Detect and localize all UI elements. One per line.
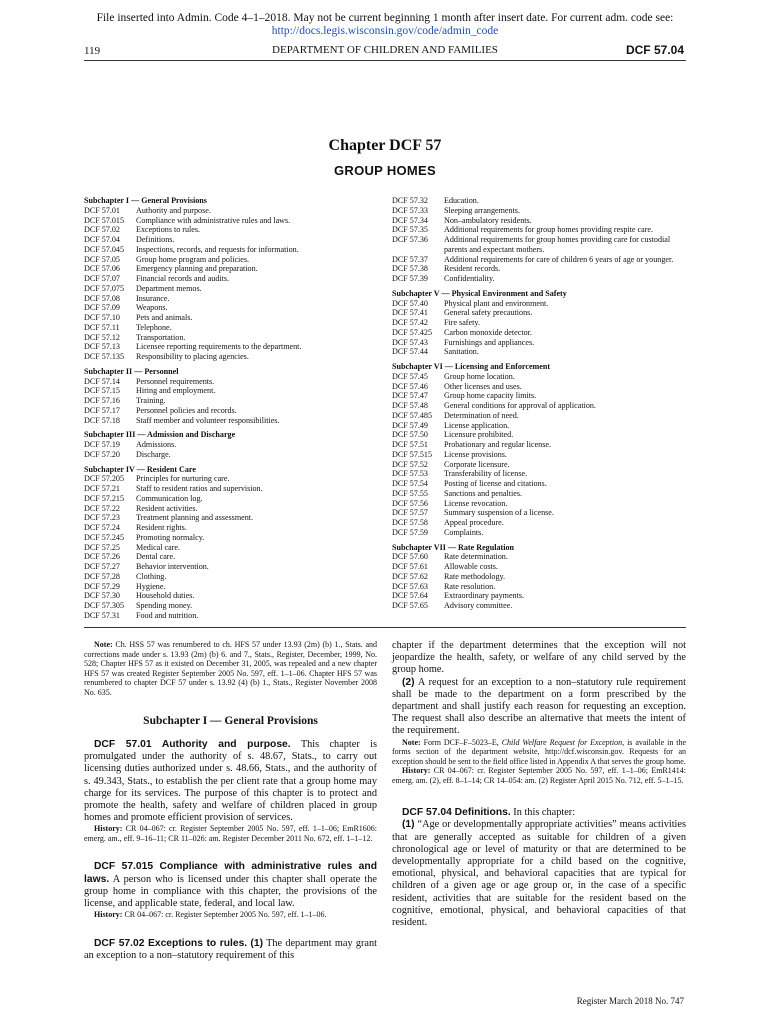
toc-entry (84, 450, 376, 460)
toc-section-number: DCF 57.37 (392, 254, 428, 264)
toc-section-title: Emergency planning and preparation. (136, 264, 258, 274)
toc-section-title: Determination of need. (444, 410, 519, 420)
toc-entry (392, 582, 692, 592)
toc-section-number: DCF 57.19 (84, 440, 120, 449)
note-text: Form DCF–F–5023–E, (423, 737, 499, 747)
toc-section-title: Licensure prohibited. (444, 430, 514, 440)
toc-entry (84, 323, 376, 333)
toc-entry (392, 274, 692, 284)
top-banner (0, 12, 770, 38)
toc-section-number: DCF 57.32 (392, 196, 428, 205)
toc-section-title: Hygiene. (136, 581, 166, 591)
toc-section-number: DCF 57.54 (392, 479, 428, 488)
toc-entry (84, 225, 376, 235)
toc-section-number: DCF 57.44 (392, 347, 428, 357)
toc-section-number: DCF 57.20 (84, 449, 120, 459)
section-57-01 (84, 739, 377, 824)
toc-entry (392, 440, 692, 450)
toc-entry (392, 601, 692, 611)
toc-section-title: License revocation. (444, 498, 508, 508)
toc-section-title: Department memos. (136, 283, 202, 293)
toc-section-title: Fire safety. (444, 318, 480, 327)
section-heading: DCF 57.015 Compliance with administrative rules and laws. (84, 861, 377, 885)
toc-section-title: Transferability of license. (444, 469, 528, 479)
toc-section-number: DCF 57.28 (84, 571, 120, 581)
note-text-2: is available in the forms section of the department website, http://dcf.wisconsin.gov. Requests for an exception should be sent to the field office listed in Appendix A that serves the group home. (392, 737, 687, 766)
toc-section-number: DCF 57.33 (392, 205, 428, 215)
toc-entry (392, 572, 692, 582)
toc-entry (392, 508, 692, 518)
toc-entry (392, 382, 692, 392)
toc-section-number: DCF 57.05 (84, 254, 120, 264)
page-number: 119 (84, 45, 101, 57)
toc-section-number: DCF 57.485 (392, 410, 433, 420)
toc-entry (84, 513, 376, 523)
chapter-subtitle: GROUP HOMES (333, 163, 437, 178)
toc-section-title: Sanctions and penalties. (444, 488, 522, 498)
toc-entry (392, 430, 692, 440)
toc-entry (392, 450, 692, 460)
toc-entry (392, 196, 692, 206)
toc-entry (392, 562, 692, 572)
toc-section-title: Summary suspension of a license. (444, 508, 554, 518)
toc-section-number: DCF 57.31 (84, 610, 120, 620)
toc-entry (84, 274, 376, 284)
toc-section-number: DCF 57.34 (392, 215, 428, 225)
toc-section-number: DCF 57.06 (84, 264, 120, 274)
toc-subchapter-heading: Subchapter IV — Resident Care (84, 464, 196, 474)
toc-section-title: Carbon monoxide detector. (444, 327, 532, 337)
toc-section-number: DCF 57.10 (84, 313, 120, 322)
toc-section-number: DCF 57.17 (84, 405, 120, 415)
toc-entry (84, 416, 376, 426)
toc-section-title: Resident rights. (136, 523, 187, 532)
toc-section-number: DCF 57.59 (392, 527, 428, 537)
toc-entry (392, 225, 692, 235)
toc-section-number: DCF 57.61 (392, 562, 428, 571)
toc-section-number: DCF 57.47 (392, 391, 428, 401)
toc-section-number: DCF 57.24 (84, 523, 120, 532)
toc-section-title: Definitions. (136, 235, 175, 244)
toc-section-number: DCF 57.12 (84, 332, 120, 342)
toc-section-number: DCF 57.36 (392, 235, 428, 244)
toc-section-number: DCF 57.08 (84, 293, 120, 303)
note-text: Ch. HSS 57 was renumbered to ch. HFS 57 under 13.93 (2m) (b) 1., Stats. and corrections made under s. 13.93 (2m) (b) 6. and 7., Stats., Register, December, 1999, No. 528; Chapter HFS 57 as it existed on December 31, 2005, was repealed and a new chapter HFS 57 was created Register September 2005 No. 597, eff. 1–1–06. Chapter HFS 57 was renumbered to chapter DCF 57 under s. 13.92 (4) (b) 1., Stats., Register November 2008 No. 635. (84, 640, 378, 697)
subsection-text: A request for an exception to a non–statutory rule requirement shall be made to the department on a form prescribed by the department and shall justify each reason for requesting an exception. The request shall also describe an alternative that meets the intent of the requirement. (392, 676, 686, 737)
toc-entry (392, 479, 692, 489)
toc-section-title: Corporate licensure. (444, 459, 510, 469)
toc-entry (84, 484, 376, 494)
toc-section-title: Allowable costs. (444, 562, 498, 571)
toc-section-number: DCF 57.57 (392, 508, 428, 518)
toc-section-title: Treatment planning and assessment. (136, 513, 254, 523)
toc-entry (84, 352, 376, 362)
toc-section-title: Sleeping arrangements. (444, 205, 520, 215)
toc-right (392, 196, 692, 611)
toc-section-number: DCF 57.48 (392, 401, 428, 410)
toc-entry (392, 421, 692, 431)
toc-entry (392, 411, 692, 421)
toc-subchapter-heading: Subchapter III — Admission and Discharge (84, 430, 236, 440)
toc-entry (392, 328, 692, 338)
note-label: Note: (94, 640, 113, 649)
section-text: A person who is licensed under this chapter shall operate the group home in compliance with this chapter, the provisions of the license, and applicable state, federal, and local law. (84, 873, 378, 910)
toc-section-number: DCF 57.04 (84, 235, 120, 244)
toc-section-title: Non–ambulatory residents. (444, 215, 532, 225)
toc-section-title: Personnel policies and records. (136, 405, 237, 415)
toc-entry (392, 489, 692, 499)
toc-section-title: Pets and animals. (136, 313, 193, 322)
note-label: Note: (402, 737, 421, 747)
subsection-number: (1) (250, 937, 264, 949)
toc-entry (392, 499, 692, 509)
definition-text: “Age or developmentally appropriate activities” means activities that are generally accepted as suitable for children of a given chronological age or level of maturity or that are determined to be developmentally appropriate for a child based on the cognitive, emotional, physical, and behavioral capacities that are typical for children of a given age or age group or, in the case of a specific resident, activities that are suitable for the resident based on the cognitive, emotional, physical, and behavioral capacities of that resident. (392, 819, 686, 928)
toc-rule (84, 627, 686, 628)
toc-subchapter-heading: Subchapter VI — Licensing and Enforcement (392, 362, 551, 371)
toc-section-number: DCF 57.045 (84, 244, 125, 254)
history-text: CR 04–067: cr. Register September 2005 No. 597, eff. 1–1–06. (124, 910, 327, 920)
toc-section-number: DCF 57.16 (84, 396, 120, 405)
section-heading: DCF 57.02 Exceptions to rules. (94, 937, 248, 949)
toc-section-number: DCF 57.205 (84, 474, 125, 484)
toc-section-title: Group home location. (444, 371, 515, 381)
section-text: The department may grant an exception to a non–statutory requirement of this (84, 937, 378, 961)
toc-entry (392, 308, 692, 318)
toc-entry (84, 313, 376, 323)
toc-section-number: DCF 57.45 (392, 371, 428, 381)
toc-section-number: DCF 57.01 (84, 205, 120, 215)
toc-entry (84, 440, 376, 450)
toc-section-title: Insurance. (136, 293, 170, 303)
toc-entry (392, 347, 692, 357)
toc-entry (84, 552, 376, 562)
toc-section-title: Staff to resident ratios and supervision. (136, 484, 263, 493)
toc-section-number: DCF 57.075 (84, 283, 125, 293)
toc-section-number: DCF 57.02 (84, 225, 120, 235)
toc-entry (84, 572, 376, 582)
toc-entry (84, 396, 376, 406)
section-code: DCF 57.04 (625, 43, 684, 57)
toc-entry (392, 591, 692, 601)
history-57-02 (392, 766, 686, 785)
toc-entry (84, 377, 376, 387)
toc-section-number: DCF 57.35 (392, 225, 428, 235)
toc-section-number: DCF 57.30 (84, 591, 120, 601)
toc-section-title: Clothing. (136, 571, 167, 581)
toc-section-title: Sanitation. (444, 347, 479, 357)
toc-section-title: Household duties. (136, 591, 195, 601)
toc-entry (84, 406, 376, 416)
history-57-01 (84, 824, 377, 843)
toc-section-number: DCF 57.515 (392, 449, 433, 459)
right-column (392, 640, 686, 929)
toc-entry (392, 391, 692, 401)
chapter-title: Chapter DCF 57 (328, 137, 442, 154)
toc-section-title: Inspections, records, and requests for information. (136, 244, 299, 254)
toc-section-number: DCF 57.27 (84, 562, 120, 571)
toc-section-title: Promoting normalcy. (136, 532, 205, 542)
toc-section-number: DCF 57.29 (84, 581, 120, 591)
toc-section-title: Appeal procedure. (444, 518, 504, 527)
history-text: CR 04–067: cr. Register September 2005 No. 597, eff. 1–1–06; EmR1606: emerg. am., eff. 9–16–11; CR 11–026: am. Register December 2011 No. 672, eff. 1–1–12. (84, 824, 378, 843)
toc-section-title: Advisory committee. (444, 601, 513, 610)
toc-section-title: General safety precautions. (444, 308, 533, 318)
toc-section-title: Admissions. (136, 440, 177, 449)
toc-entry (392, 372, 692, 382)
history-label: History: (94, 824, 123, 834)
toc-section-title: Rate methodology. (444, 571, 506, 581)
toc-entry (392, 235, 692, 255)
toc-entry (84, 342, 376, 352)
toc-entry (392, 216, 692, 226)
toc-section-title: Staff member and volunteer responsibilities. (136, 415, 280, 425)
section-text: This chapter is promulgated under the authority of s. 48.67, Stats., to carry out licensing duties authorized under s. 48.66, Stats., and the authority of s. 49.343, Stats., to establish the per client rate that a group home may charge for its services. The purpose of this chapter is to protect and promote the health, safety and welfare of children placed in group homes and promote efficient provision of services. (84, 739, 378, 824)
section-57-02 (84, 938, 377, 962)
toc-entry (392, 469, 692, 479)
toc-section-title: License provisions. (444, 449, 507, 459)
toc-entry (84, 294, 376, 304)
toc-section-number: DCF 57.55 (392, 488, 428, 498)
toc-entry (84, 523, 376, 533)
toc-entry (84, 333, 376, 343)
toc-entry (84, 245, 376, 255)
definition-number: (1) (402, 819, 415, 831)
toc-section-number: DCF 57.56 (392, 498, 428, 508)
left-column (84, 640, 377, 962)
toc-section-title: Additional requirements for group homes providing care for custodial parents and expectant mothers. (444, 235, 671, 254)
toc-left (84, 196, 376, 621)
toc-section-number: DCF 57.135 (84, 352, 125, 361)
section-57-04 (392, 807, 686, 819)
toc-section-number: DCF 57.22 (84, 503, 120, 513)
toc-entry (84, 533, 376, 543)
history-text: CR 04–067: cr. Register September 2005 No. 597, eff. 1–1–06; EmR1414: emerg. am. (2), eff. 8–1–14; CR 14–054: am. (2) Register April 2015 No. 712, eff. 5–1–15. (392, 766, 686, 785)
section-heading: DCF 57.01 Authority and purpose. (94, 739, 291, 750)
banner-link[interactable]: http://docs.legis.wisconsin.gov/code/admin_code (271, 25, 499, 37)
toc-entry (84, 386, 376, 396)
toc-section-title: Hiring and employment. (136, 386, 216, 396)
toc-section-title: Education. (444, 196, 479, 205)
toc-entry (84, 504, 376, 514)
form-title: Child Welfare Request for Exception, (501, 737, 625, 747)
toc-subchapter-heading: Subchapter VII — Rate Regulation (392, 542, 515, 552)
toc-section-number: DCF 57.41 (392, 308, 428, 318)
toc-section-title: Exceptions to rules. (136, 225, 201, 235)
toc-section-title: Transportation. (136, 332, 186, 342)
toc-entry (84, 303, 376, 313)
definition-1 (392, 819, 686, 929)
toc-entry (392, 318, 692, 328)
toc-section-title: Rate determination. (444, 552, 508, 562)
toc-entry (84, 216, 376, 226)
toc-entry (84, 264, 376, 274)
toc-section-number: DCF 57.38 (392, 264, 428, 274)
footer-register: Register March 2018 No. 747 (576, 996, 684, 1006)
toc-section-number: DCF 57.43 (392, 337, 428, 347)
toc-section-title: Responsibility to placing agencies. (136, 352, 249, 361)
toc-section-title: Telephone. (136, 322, 172, 332)
toc-section-number: DCF 57.49 (392, 420, 428, 430)
toc-section-title: Resident records. (444, 264, 501, 274)
toc-section-title: License application. (444, 420, 510, 430)
toc-entry (392, 255, 692, 265)
toc-section-number: DCF 57.46 (392, 381, 428, 391)
toc-section-title: Additional requirements for care of children 6 years of age or younger. (444, 254, 674, 264)
toc-section-number: DCF 57.18 (84, 415, 120, 425)
toc-section-number: DCF 57.09 (84, 303, 120, 313)
toc-section-number: DCF 57.425 (392, 327, 433, 337)
toc-entry (84, 284, 376, 294)
toc-section-number: DCF 57.07 (84, 274, 120, 283)
section-intro: In this chapter: (513, 807, 576, 819)
toc-section-number: DCF 57.64 (392, 591, 428, 601)
toc-section-title: Behavior intervention. (136, 562, 209, 571)
toc-section-number: DCF 57.63 (392, 581, 428, 591)
toc-section-title: Authority and purpose. (136, 205, 211, 215)
toc-section-number: DCF 57.25 (84, 542, 120, 552)
toc-entry (84, 255, 376, 265)
toc-section-title: Licensee reporting requirements to the department. (136, 342, 302, 352)
toc-entry (84, 611, 376, 621)
toc-section-title: Posting of license and citations. (444, 479, 547, 488)
toc-entry (392, 552, 692, 562)
toc-section-title: Medical care. (136, 542, 181, 552)
toc-section-number: DCF 57.39 (392, 274, 428, 283)
subsection-number: (2) (402, 676, 415, 688)
toc-section-title: Extraordinary payments. (444, 591, 525, 601)
toc-entry (392, 528, 692, 538)
toc-section-title: Confidentiality. (444, 274, 495, 283)
toc-section-number: DCF 57.50 (392, 430, 428, 440)
toc-section-title: General conditions for approval of application. (444, 401, 596, 410)
toc-section-title: Additional requirements for group homes providing respite care. (444, 225, 654, 235)
toc-entry (84, 591, 376, 601)
toc-section-title: Training. (136, 396, 166, 405)
toc-section-title: Discharge. (136, 449, 171, 459)
toc-section-title: Financial records and audits. (136, 274, 230, 283)
toc-section-number: DCF 57.11 (84, 322, 120, 332)
toc-section-title: Compliance with administrative rules and laws. (136, 215, 291, 225)
toc-entry (392, 401, 692, 411)
toc-entry (84, 206, 376, 216)
toc-entry (392, 264, 692, 274)
toc-section-number: DCF 57.58 (392, 518, 428, 527)
toc-entry (84, 562, 376, 572)
toc-section-number: DCF 57.53 (392, 469, 428, 479)
toc-section-title: Group home program and policies. (136, 254, 250, 264)
toc-entry (392, 460, 692, 470)
toc-section-title: Personnel requirements. (136, 376, 215, 386)
subsection-2 (392, 677, 686, 738)
toc-section-title: Other licenses and uses. (444, 381, 522, 391)
section-heading: DCF 57.04 Definitions. (402, 807, 511, 819)
toc-section-title: Dental care. (136, 552, 176, 562)
toc-section-number: DCF 57.62 (392, 571, 428, 581)
toc-section-number: DCF 57.245 (84, 532, 125, 542)
toc-section-title: Physical plant and environment. (444, 298, 549, 308)
toc-section-number: DCF 57.65 (392, 601, 428, 610)
toc-subchapter-heading: Subchapter I — General Provisions (84, 196, 207, 205)
toc-entry (84, 474, 376, 484)
toc-section-number: DCF 57.26 (84, 552, 120, 562)
toc-entry (84, 582, 376, 592)
toc-section-number: DCF 57.40 (392, 298, 428, 308)
history-label: History: (402, 766, 431, 776)
toc-section-number: DCF 57.15 (84, 386, 120, 396)
toc-section-number: DCF 57.52 (392, 459, 428, 469)
subchapter-heading: Subchapter I — General Provisions (143, 715, 318, 727)
form-note (392, 738, 686, 767)
toc-section-number: DCF 57.215 (84, 493, 125, 503)
toc-section-title: Resident activities. (136, 503, 198, 513)
section-57-015 (84, 861, 377, 910)
toc-section-number: DCF 57.42 (392, 318, 428, 327)
continued-text: chapter if the department determines that the exception will not jeopardize the health, safety, or welfare of any child served by the group home. (392, 640, 686, 676)
header-rule (84, 60, 686, 61)
toc-entry (392, 206, 692, 216)
toc-section-number: DCF 57.21 (84, 484, 120, 493)
toc-section-title: Communication log. (136, 493, 203, 503)
toc-entry (84, 235, 376, 245)
toc-section-title: Weapons. (136, 303, 168, 313)
toc-section-title: Principles for nurturing care. (136, 474, 230, 484)
toc-section-title: Spending money. (136, 601, 193, 610)
toc-section-title: Rate resolution. (444, 581, 496, 591)
toc-section-title: Food and nutrition. (136, 610, 199, 620)
toc-entry (84, 601, 376, 611)
toc-section-number: DCF 57.23 (84, 513, 120, 523)
toc-section-title: Probationary and regular license. (444, 440, 551, 449)
running-head: DEPARTMENT OF CHILDREN AND FAMILIES (272, 44, 498, 56)
toc-section-number: DCF 57.14 (84, 376, 120, 386)
toc-section-number: DCF 57.51 (392, 440, 428, 449)
toc-entry (84, 494, 376, 504)
toc-section-title: Furnishings and appliances. (444, 337, 535, 347)
toc-subchapter-heading: Subchapter V — Physical Environment and Safety (392, 288, 567, 298)
toc-section-title: Complaints. (444, 527, 484, 537)
history-label: History: (94, 910, 123, 920)
history-57-015 (84, 910, 377, 920)
toc-section-number: DCF 57.305 (84, 601, 125, 610)
toc-section-number: DCF 57.13 (84, 342, 120, 352)
toc-section-number: DCF 57.015 (84, 215, 125, 225)
toc-section-title: Group home capacity limits. (444, 391, 537, 401)
banner-notice: File inserted into Admin. Code 4–1–2018. May not be current beginning 1 month after insert date. For current adm. code see: (96, 12, 674, 24)
toc-entry (84, 543, 376, 553)
chapter-note (84, 640, 377, 697)
toc-section-number: DCF 57.60 (392, 552, 428, 562)
toc-entry (392, 299, 692, 309)
toc-subchapter-heading: Subchapter II — Personnel (84, 366, 179, 376)
toc-entry (392, 518, 692, 528)
toc-entry (392, 338, 692, 348)
